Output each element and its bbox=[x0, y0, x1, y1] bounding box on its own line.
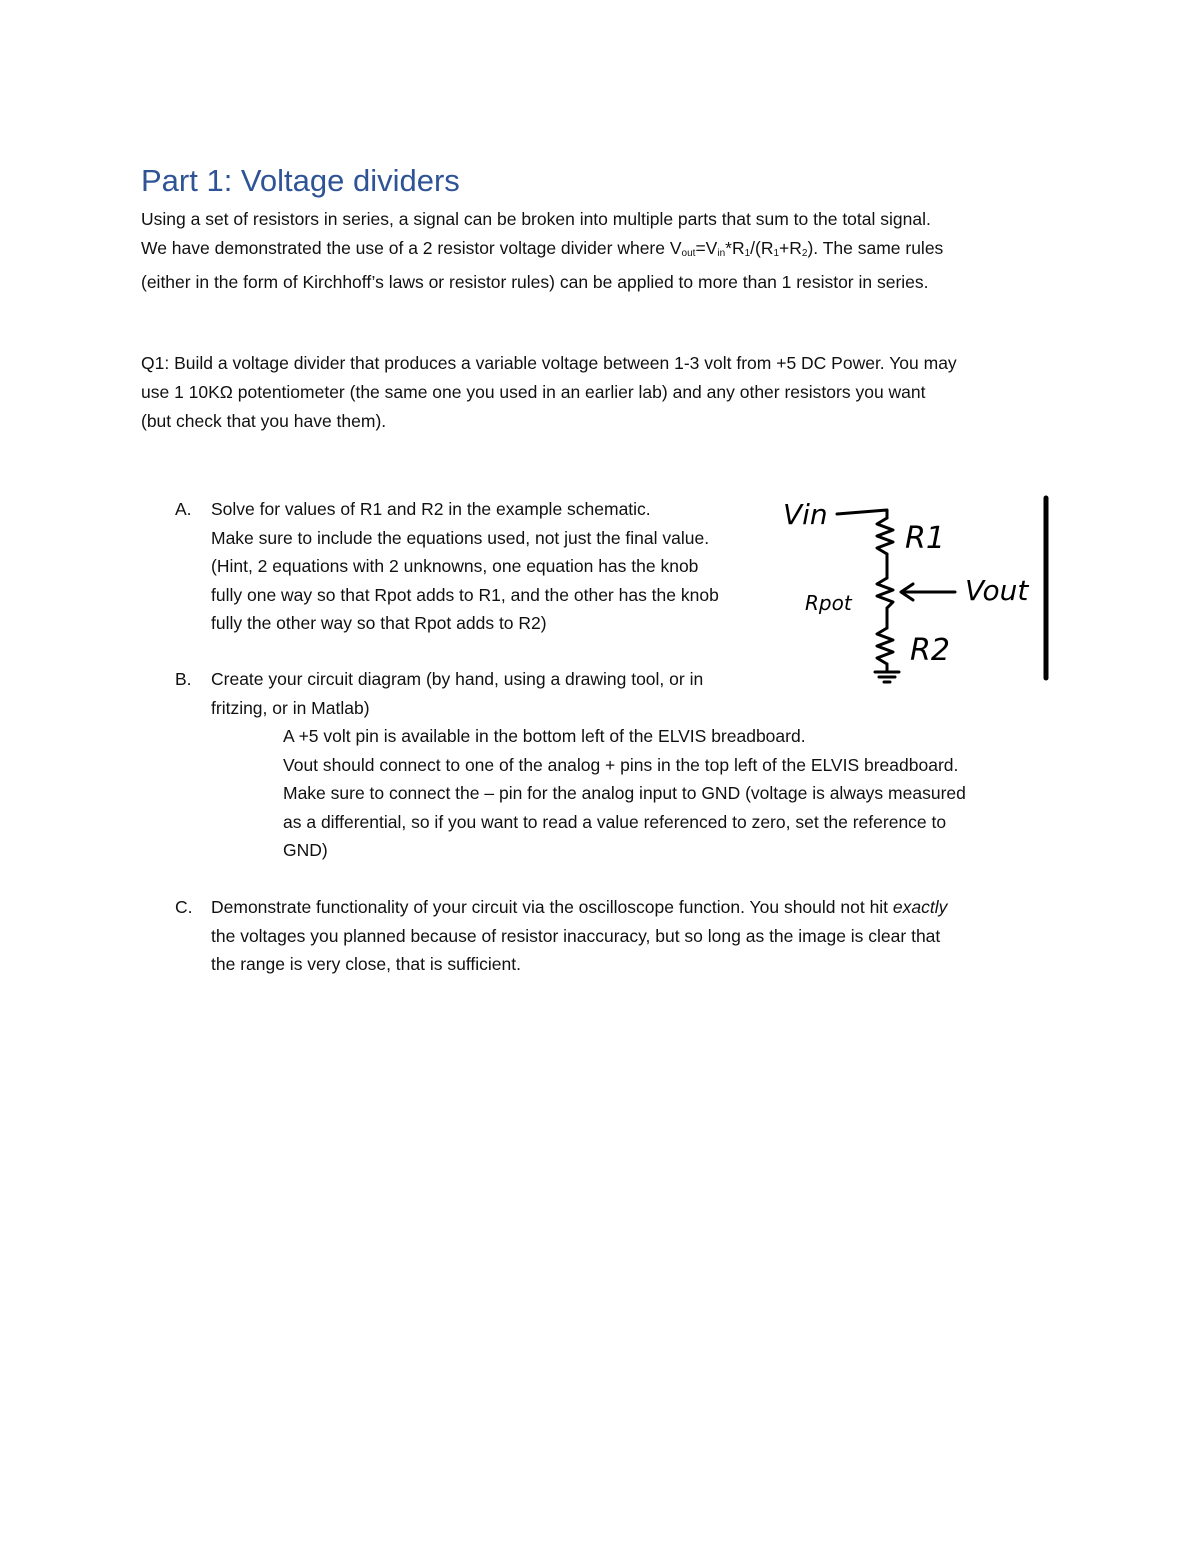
item-line: Solve for values of R1 and R2 in the example schematic. bbox=[211, 499, 651, 519]
sub-line: Make sure to connect the – pin for the analog input to GND (voltage is always measured bbox=[283, 783, 966, 803]
circuit-schematic bbox=[775, 488, 1075, 688]
subscript-1: 1 bbox=[773, 248, 780, 259]
item-line bbox=[211, 893, 1071, 922]
list-item-body bbox=[211, 893, 1071, 979]
label-r2: R2 bbox=[910, 633, 950, 668]
list-item-body bbox=[211, 495, 801, 638]
item-line: the voltages you planned because of resistor inaccuracy, but so long as the image is clear that bbox=[211, 925, 941, 946]
equation-part: =V bbox=[695, 238, 718, 258]
sub-line: A +5 volt pin is available in the bottom left of the ELVIS breadboard. bbox=[283, 726, 806, 746]
item-line: fully the other way so that Rpot adds to R2) bbox=[211, 613, 547, 633]
sub-line: Vout should connect to one of the analog + pins in the top left of the ELVIS breadboard. bbox=[283, 754, 959, 775]
intro-text: ). The same rules bbox=[807, 238, 944, 258]
question-line-1: Q1: Build a voltage divider that produces a variable voltage between 1-3 volt from +5 DC Power. You may bbox=[141, 353, 957, 373]
question-line-3: (but check that you have them). bbox=[141, 411, 387, 431]
intro-text: We have demonstrated the use of a 2 resistor voltage divider where V bbox=[141, 238, 682, 258]
intro-line-1: Using a set of resistors in series, a signal can be broken into multiple parts that sum to the total signal. bbox=[141, 209, 931, 229]
section-heading: Part 1: Voltage dividers bbox=[141, 163, 460, 198]
label-r1: R1 bbox=[905, 521, 945, 556]
item-line: Create your circuit diagram (by hand, using a drawing tool, or in bbox=[211, 669, 704, 689]
item-line: Make sure to include the equations used, not just the final value. bbox=[211, 527, 710, 548]
equation-part: +R bbox=[779, 238, 802, 258]
sub-instructions bbox=[283, 722, 1073, 865]
subscript-1: 1 bbox=[744, 248, 751, 259]
equation-part: *R bbox=[725, 238, 745, 258]
list-marker: B. bbox=[175, 669, 192, 689]
item-line: fritzing, or in Matlab) bbox=[211, 697, 370, 718]
item-line: fully one way so that Rpot adds to R1, and the other has the knob bbox=[211, 584, 719, 605]
label-vin: Vin bbox=[783, 498, 828, 531]
sub-line: GND) bbox=[283, 840, 328, 860]
label-vout: Vout bbox=[965, 574, 1029, 607]
item-line: (Hint, 2 equations with 2 unknowns, one equation has the knob bbox=[211, 556, 699, 576]
intro-paragraph bbox=[141, 205, 1071, 297]
emphasis-text: exactly bbox=[892, 897, 948, 917]
question-1 bbox=[141, 349, 1071, 436]
question-line-2: use 1 10KΩ potentiometer (the same one you used in an earlier lab) and any other resistors you want bbox=[141, 382, 926, 402]
subscript-2: 2 bbox=[801, 248, 808, 259]
intro-line-2 bbox=[141, 234, 1071, 268]
list-marker: C. bbox=[175, 897, 193, 917]
list-marker: A. bbox=[175, 499, 192, 519]
sub-line: as a differential, so if you want to read a value referenced to zero, set the reference to bbox=[283, 811, 947, 832]
subscript-in: in bbox=[717, 248, 726, 259]
intro-line-3: (either in the form of Kirchhoff’s laws or resistor rules) can be applied to more than 1 resistor in series. bbox=[141, 272, 929, 292]
list-item-body bbox=[211, 665, 811, 722]
item-text: Demonstrate functionality of your circuit via the oscilloscope function. You should not hit bbox=[211, 897, 893, 917]
equation-part: /(R bbox=[750, 238, 774, 258]
label-rpot: Rpot bbox=[805, 591, 852, 615]
subscript-out: out bbox=[681, 248, 696, 259]
item-line: the range is very close, that is sufficient. bbox=[211, 954, 521, 974]
